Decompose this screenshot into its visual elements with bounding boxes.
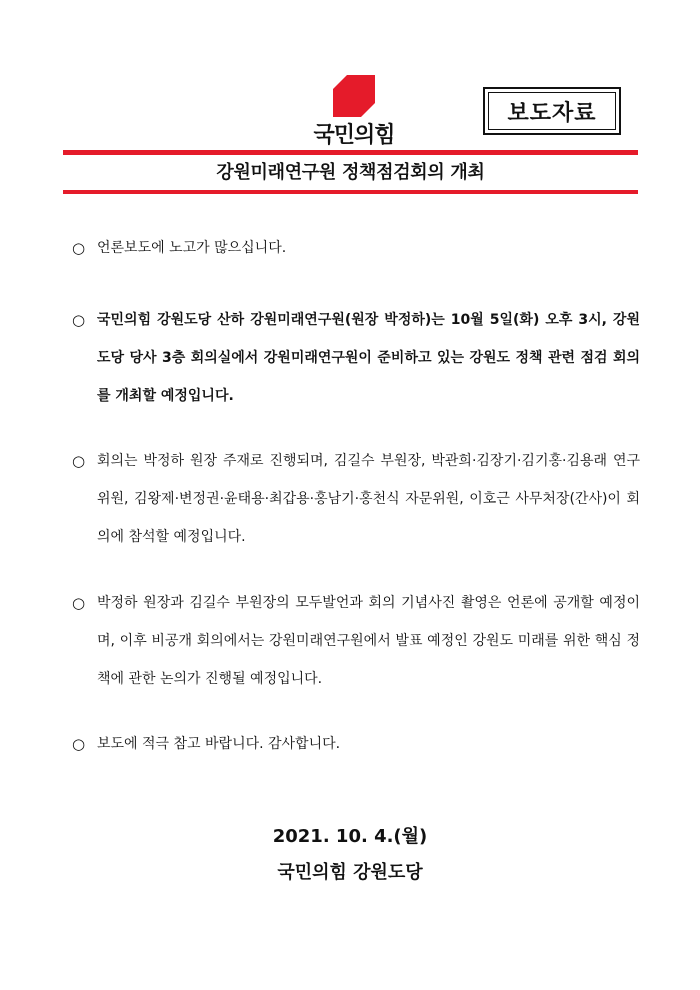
body-item-press-access [72, 584, 640, 698]
headline-bottom-rule [63, 190, 638, 194]
press-release-badge [483, 87, 621, 135]
body-item-announcement [72, 301, 640, 415]
body-item-text: 국민의힘 강원도당 산하 강원미래연구원(원장 박정하)는 10월 5일(화) 오후 3시, 강원도당 당사 3층 회의실에서 강원미래연구원이 준비하고 있는 강원도 정책 관련 점검 회의를 개최할 예정입니다. [97, 312, 640, 404]
body-item-greeting [72, 229, 640, 267]
body-item-text: 회의는 박정하 원장 주재로 진행되며, 김길수 부원장, 박관희·김장기·김기홍·김용래 연구위원, 김왕제·변정권·윤태용·최갑용·홍남기·홍천식 자문위원, 이호근 사무처장(간사)이 회의에 참석할 예정입니다. [97, 453, 640, 545]
footer-date: 2021. 10. 4.(월) [272, 826, 428, 847]
body-item-attendees [72, 442, 640, 556]
bullet-circle-icon: ○ [72, 452, 86, 470]
body-item-closing [72, 725, 640, 763]
headline-title: 강원미래연구원 정책점검회의 개최 [216, 162, 485, 183]
bullet-circle-icon: ○ [72, 239, 86, 257]
bullet-circle-icon: ○ [72, 735, 86, 753]
bullet-circle-icon: ○ [72, 594, 86, 612]
footer-organization: 국민의힘 강원도당 [277, 862, 423, 883]
body-item-text: 박정하 원장과 김길수 부원장의 모두발언과 회의 기념사진 촬영은 언론에 공개할 예정이며, 이후 비공개 회의에서는 강원미래연구원에서 발표 예정인 강원도 미래를 위한 핵심 정책에 관한 논의가 진행될 예정입니다. [97, 595, 640, 687]
party-logo-icon [333, 75, 375, 117]
body-item-text: 보도에 적극 참고 바랍니다. 감사합니다. [97, 736, 341, 752]
body-item-text: 언론보도에 노고가 많으십니다. [97, 240, 287, 256]
press-release-badge-label: 보도자료 [488, 92, 616, 130]
headline-top-rule [63, 150, 638, 155]
bullet-circle-icon: ○ [72, 311, 86, 329]
party-logo-text: 국민의힘 [313, 123, 395, 148]
